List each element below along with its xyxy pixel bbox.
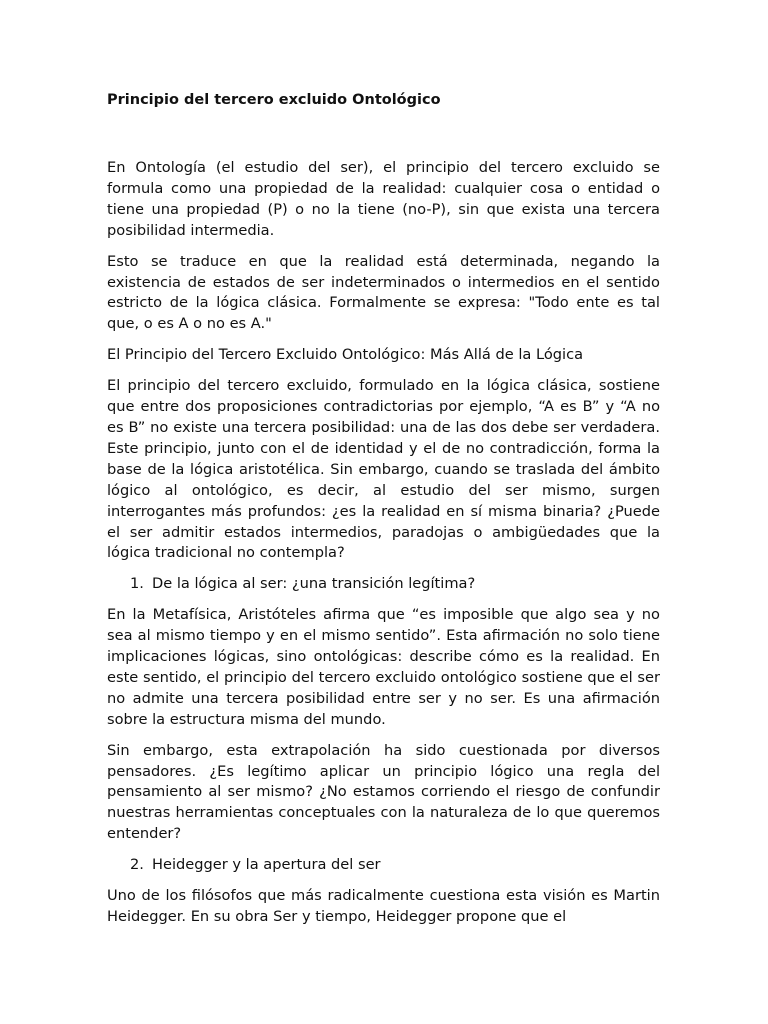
list-number: 2. [130,856,144,874]
document-title: Principio del tercero excluido Ontológico [107,92,441,108]
paragraph-ontologia: En Ontología (el estudio del ser), el principio del tercero excluido se formula como una propiedad de la realidad: cualquier cosa o entidad o tiene una propiedad (P) o no la tiene (no-P), sin que exista una tercera posibilidad intermedia. [107,159,660,239]
list-text: De la lógica al ser: ¿una transición legítima? [152,575,476,593]
list-item-1 [107,574,660,595]
paragraph-principio-logica: El principio del tercero excluido, formulado en la lógica clásica, sostiene que entre dos proposiciones contradictorias por ejemplo, “A es B” y “A no es B” no existe una tercera posibilidad: una de las dos debe ser verdadera. Este principio, junto con el de identidad y el de no contradicción, forma la base de la lógica aristotélica. Sin embargo, cuando se traslada del ámbito lógico al ontológico, es decir, al estudio del ser mismo, surgen interrogantes más profundos: ¿es la realidad en sí misma binaria? ¿Puede el ser admitir estados intermedios, paradojas o ambigüedades que la lógica tradicional no contempla? [107,377,660,562]
paragraph-realidad-determinada: Esto se traduce en que la realidad está determinada, negando la existencia de estados de ser indeterminados o intermedios en el sentido estricto de la lógica clásica. Formalmente se expresa: "Todo ente es tal que, o es A o no es A." [107,252,660,333]
paragraph-heidegger: Uno de los filósofos que más radicalmente cuestiona esta visión es Martin Heidegger. En su obra Ser y tiempo, Heidegger propone que el [107,887,660,925]
list-number: 1. [130,575,144,593]
document-page [107,88,660,938]
paragraph-cuestionamiento: Sin embargo, esta extrapolación ha sido cuestionada por diversos pensadores. ¿Es legítimo aplicar un principio lógico una regla del pensamiento al ser mismo? ¿No estamos corriendo el riesgo de confundir nuestras herramientas conceptuales con la naturaleza de lo que queremos entender? [107,741,660,843]
list-item-2 [107,855,660,876]
section-heading: El Principio del Tercero Excluido Ontológico: Más Allá de la Lógica [107,346,584,364]
list-text: Heidegger y la apertura del ser [152,856,381,874]
paragraph-metafisica: En la Metafísica, Aristóteles afirma que “es imposible que algo sea y no sea al mismo tiempo y en el mismo sentido”. Esta afirmación no solo tiene implicaciones lógicas, sino ontológicas: describe cómo es la realidad. En este sentido, el principio del tercero excluido ontológico sostiene que el ser no admite una tercera posibilidad entre ser y no ser. Es una afirmación sobre la estructura misma del mundo. [107,606,660,728]
